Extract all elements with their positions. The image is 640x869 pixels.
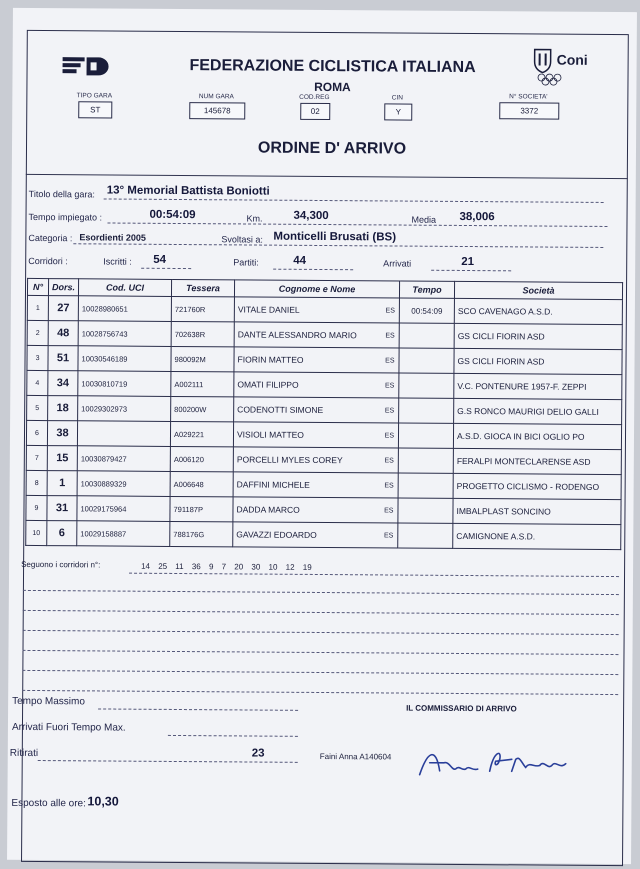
category-code: ES [384,382,395,390]
svolta-label: Svoltasi a: [221,234,263,245]
bib-number: 6 [47,521,77,546]
km-value: 34,300 [293,209,329,223]
license-number: A006120 [170,446,233,471]
category-value: Esordienti 2005 [79,232,146,243]
rider-name [234,372,399,398]
rider-name-text: FIORIN MATTEO [237,354,304,365]
finish-time [399,398,454,423]
n-societa-field: 3372 [499,102,559,119]
rider-name [234,347,399,373]
commissario-label: IL COMMISSARIO DI ARRIVO [406,703,517,714]
race-title-label: Titolo della gara: [28,188,95,200]
license-number: 791187P [170,496,233,521]
cin-field: Y [384,103,412,120]
coni-shield-icon [533,47,553,73]
col-societa: Società [454,281,622,299]
team-name: V.C. PONTENURE 1957-F. ZEPPI [454,373,622,399]
n-societa-label: N° SOCIETA' [509,93,548,101]
uci-code: 10029302973 [78,396,171,422]
row-number: 6 [26,420,47,445]
commissario-name: Faini Anna A140604 [319,751,392,762]
bib-number: 1 [47,471,77,496]
team-name: GS CICLI FIORIN ASD [454,323,622,349]
finish-time [398,523,453,548]
arrivati-value: 21 [461,255,475,269]
row-number: 10 [26,520,47,545]
row-number: 8 [26,470,47,495]
corridori-label: Corridori : [28,255,68,267]
category-code: ES [384,432,395,440]
row-number: 4 [27,370,48,395]
finish-time: 00:54:09 [399,298,454,323]
race-title-value: 13° Memorial Battista Boniotti [106,184,270,198]
category-code: ES [385,307,395,315]
bib-number: 34 [48,371,78,396]
bib-number: 15 [47,446,77,471]
row-number: 3 [27,345,48,370]
rider-name-text: GAVAZZI EDOARDO [236,529,317,540]
num-gara-field: 145678 [189,102,245,119]
category-code: ES [385,332,395,340]
rider-name [233,447,398,473]
uci-code: 10029158887 [77,521,170,547]
km-label: Km. [246,213,263,224]
arrivati-label: Arrivati [383,258,412,269]
uci-code: 10029175964 [77,496,170,522]
category-code: ES [384,507,394,515]
rider-name-text: OMATI FILIPPO [237,379,299,390]
rider-name-text: PORCELLI MYLES COREY [236,454,343,466]
results-table [25,278,623,550]
finish-time [399,348,454,373]
fci-logo-icon [60,54,110,78]
tipo-gara-field: ST [78,101,112,118]
time-value: 00:54:09 [149,208,196,222]
finish-time [399,323,454,348]
license-number: 721760R [171,296,234,321]
license-number: 980092M [171,346,234,371]
svolta-value: Monticelli Brusati (BS) [273,230,397,244]
team-name: SCO CAVENAGO A.S.D. [454,298,622,324]
category-code: ES [383,532,394,540]
bib-number: 51 [48,346,78,371]
row-number: 1 [27,295,48,320]
federation-title: FEDERAZIONE CICLISTICA ITALIANA [189,57,476,77]
partiti-value: 44 [293,254,307,267]
uci-code: 10030889329 [77,471,170,497]
finish-time [398,473,453,498]
finish-time [398,423,453,448]
num-gara-label: NUM GARA [198,93,234,101]
team-name: G.S RONCO MAURIGI DELIO GALLI [454,398,622,424]
license-number: A002111 [171,371,234,396]
col-name: Cognome e Nome [234,280,399,298]
category-label: Categoria : [28,232,73,244]
following-numbers: 14 25 11 36 9 7 20 30 10 12 19 [141,561,312,572]
license-number: 788176G [170,521,233,546]
esposto-label: Esposto alle ore: [11,797,86,810]
finish-time [399,373,454,398]
license-number: A029221 [170,421,233,446]
bib-number: 27 [48,296,78,321]
uci-code [77,421,170,447]
rider-name-text: DADDA MARCO [236,504,300,515]
uci-code: 10028756743 [78,321,171,347]
media-label: Media [411,214,437,225]
rider-name [233,472,398,498]
category-code: ES [384,482,394,490]
uci-code: 10030879427 [77,446,170,472]
following-label: Seguono i corridori n°: [21,559,101,570]
iscritti-value: 54 [153,253,167,266]
document-sheet [7,8,637,864]
rider-name [233,522,398,548]
team-name: A.S.D. GIOCA IN BICI OGLIO PO [453,423,621,449]
bib-number: 31 [47,496,77,521]
category-code: ES [385,357,395,365]
uci-code: 10030546189 [78,346,171,372]
license-number: 800200W [171,396,234,421]
partiti-label: Partiti: [233,257,259,268]
rider-name [234,297,399,323]
bib-number: 38 [47,421,77,446]
signature-icon [416,741,586,782]
row-number: 9 [26,495,47,520]
row-number: 5 [27,395,48,420]
cin-label: CIN [391,94,403,102]
rider-name-text: CODENOTTI SIMONE [237,404,324,416]
coni-logo [532,47,602,87]
cod-reg-label: COD.REG [299,93,330,102]
col-n: N° [27,278,48,295]
ritirati-label: Ritirati [9,747,39,760]
city-label: ROMA [314,79,351,95]
rider-name [234,322,399,348]
tipo-gara-label: TIPO GARA [76,92,113,100]
license-number: A006648 [170,471,233,496]
rider-name-text: DANTE ALESSANDRO MARIO [237,329,357,341]
rider-name-text: VISIOLI MATTEO [236,429,304,440]
col-uci: Cod. UCI [78,279,171,297]
cod-reg-field: 02 [300,103,330,120]
fuori-tempo-label: Arrivati Fuori Tempo Max. [11,721,126,734]
rider-name-text: DAFFINI MICHELE [236,479,310,490]
bib-number: 48 [48,321,78,346]
rider-name [233,422,398,448]
rider-name [234,397,399,423]
rider-name [233,497,398,523]
tempo-massimo-label: Tempo Massimo [12,695,85,708]
team-name: PROGETTO CICLISMO - RODENGO [453,473,621,499]
row-number: 7 [26,445,47,470]
esposto-value: 10,30 [87,794,119,809]
ritirati-value: 23 [251,747,265,760]
team-name: CAMIGNONE A.S.D. [453,523,621,549]
team-name: GS CICLI FIORIN ASD [454,348,622,374]
finish-time [398,498,453,523]
olympic-rings-icon [536,73,562,85]
finish-time [398,448,453,473]
team-name: FERALPI MONTECLARENSE ASD [453,448,621,474]
uci-code: 10028980651 [78,296,171,322]
license-number: 702638R [171,321,234,346]
doc-title: ORDINE D' ARRIVO [257,139,407,158]
bib-number: 18 [48,396,78,421]
coni-text: Coni [556,51,588,68]
category-code: ES [384,457,394,465]
col-tempo: Tempo [399,281,454,298]
rider-name-text: VITALE DANIEL [237,304,300,315]
category-code: ES [384,407,395,415]
time-label: Tempo impiegato : [28,211,103,223]
row-number: 2 [27,320,48,345]
col-dors: Dors. [48,279,78,296]
media-value: 38,006 [459,210,495,224]
iscritti-label: Iscritti : [103,256,132,267]
team-name: IMBALPLAST SONCINO [453,498,621,524]
col-tessera: Tessera [171,279,234,296]
uci-code: 10030810719 [78,371,171,397]
table-row [26,520,621,549]
